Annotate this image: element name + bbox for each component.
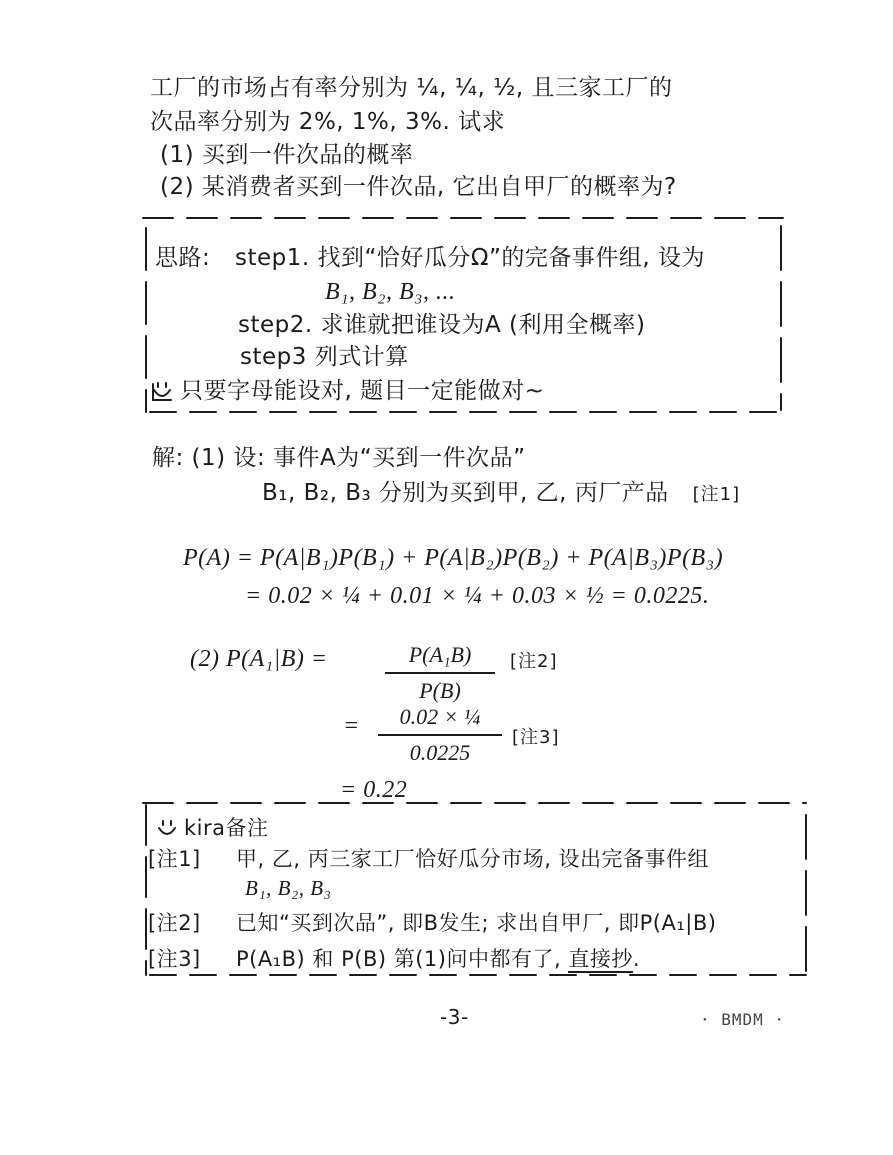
note-3-body: P(A₁B) 和 P(B) 第(1)问中都有了,: [236, 947, 562, 971]
total-probability-formula: P(A) = P(A|B₁)P(B₁) + P(A|B₂)P(B₂) + P(A|B₃)P(B₃): [183, 545, 724, 571]
approach-step-2: step2. 求谁就把谁设为A (利用全概率): [238, 312, 646, 338]
approach-events: B₁, B₂, B₃, ...: [325, 279, 456, 305]
note-ref-3: [注3]: [512, 727, 560, 748]
bayes-lhs: (2) P(A₁|B) =: [190, 646, 328, 672]
bayes-fraction: [385, 640, 495, 706]
bayes-denominator: P(B): [419, 678, 461, 703]
smiley-icon: [151, 380, 173, 402]
note-3-label: [注3]: [148, 947, 201, 971]
question-2: (2) 某消费者买到一件次品, 它出自甲厂的概率为?: [160, 174, 677, 200]
events-definition: B₁, B₂, B₃ 分别为买到甲, 乙, 丙厂产品: [262, 480, 669, 506]
note-1-label: [注1]: [148, 847, 201, 871]
note-1-text: 甲, 乙, 丙三家工厂恰好瓜分市场, 设出完备事件组: [236, 847, 710, 871]
solution-part-1-events: [262, 479, 740, 509]
note-2-label: [注2]: [148, 911, 201, 935]
note-ref-2: [注2]: [510, 651, 558, 672]
note-1-events: B₁, B₂, B₃: [245, 876, 332, 900]
approach-tip: 只要字母能设对, 题目一定能做对~: [180, 378, 545, 404]
problem-line-2: 次品率分别为 2%, 1%, 3%. 试求: [150, 109, 506, 135]
final-result: = 0.22: [340, 777, 408, 803]
problem-line-1: 工厂的市场占有率分别为 ¼, ¼, ½, 且三家工厂的: [150, 75, 673, 101]
page-number: -3-: [440, 1005, 469, 1029]
footer-mark: · BMDM ·: [700, 1010, 786, 1029]
note-ref-1: [注1]: [692, 484, 741, 505]
solution-part-1-intro: 解: (1) 设: 事件A为“买到一件次品”: [152, 445, 526, 471]
approach-step-3: step3 列式计算: [240, 344, 409, 370]
numeric-denominator: 0.0225: [409, 740, 471, 765]
note-2-text: 已知“买到次品”, 即B发生; 求出自甲厂, 即P(A₁|B): [236, 911, 717, 935]
bayes-numerator: P(A₁B): [408, 642, 472, 667]
approach-step-1: step1. 找到“恰好瓜分Ω”的完备事件组, 设为: [235, 245, 706, 271]
fraction-bar: [385, 672, 495, 674]
remarks-title: kira备注: [184, 816, 269, 840]
smiley-icon: [156, 818, 178, 840]
note-3-end: .: [632, 947, 641, 971]
note-3-text: [236, 945, 640, 973]
approach-label: 思路:: [155, 245, 211, 271]
question-1: (1) 买到一件次品的概率: [160, 142, 414, 168]
total-probability-calculation: = 0.02 × ¼ + 0.01 × ¼ + 0.03 × ½ = 0.0225.: [245, 583, 710, 609]
numeric-numerator: 0.02 × ¼: [399, 704, 481, 729]
fraction-bar: [378, 734, 502, 736]
bayes-numeric-fraction: [378, 702, 502, 768]
equals-sign: =: [343, 713, 360, 739]
note-3-emphasis: 直接抄: [568, 947, 633, 971]
